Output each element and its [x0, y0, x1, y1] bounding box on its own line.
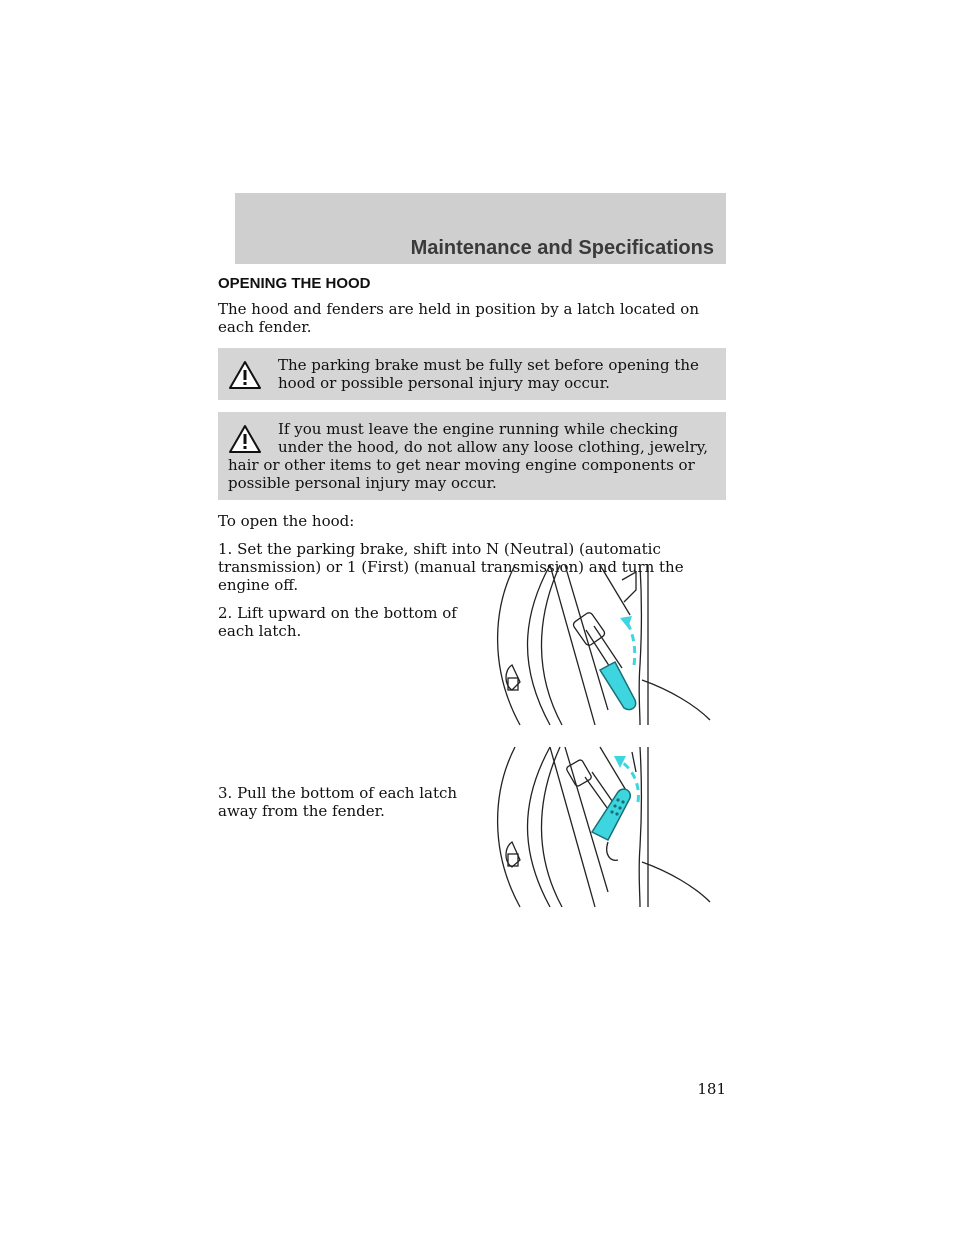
warning-box-parking-brake: [218, 348, 726, 400]
steps-lead: To open the hood:: [218, 512, 355, 530]
warning-text: If you must leave the engine running while checking under the hood, do not allow any loose clothing, jewelry, hair or other items to get near moving engine components or possible personal injury may occur.: [228, 420, 709, 492]
step-1: 1. Set the parking brake, shift into N (Neutral) (automatic transmission) or 1 (First) (manual transmission) and turn the engine off.: [218, 540, 684, 594]
page-header: [235, 193, 726, 264]
intro-paragraph: The hood and fenders are held in position by a latch located on each fender.: [218, 300, 699, 336]
step-2: 2. Lift upward on the bottom of each latch.: [218, 604, 457, 640]
page-number: 181: [697, 1080, 726, 1098]
warning-triangle-icon: [228, 424, 266, 454]
latch-lift-illustration: [490, 560, 720, 734]
warning-box-engine-running: [218, 412, 726, 500]
section-heading: OPENING THE HOOD: [218, 275, 371, 292]
warning-text: The parking brake must be fully set before opening the hood or possible personal injury may occur.: [278, 356, 699, 392]
warning-triangle-icon: [228, 360, 266, 390]
header-title: Maintenance and Specifications: [410, 237, 714, 259]
step-3: 3. Pull the bottom of each latch away from the fender.: [218, 784, 458, 820]
latch-pull-illustration: [490, 742, 720, 916]
